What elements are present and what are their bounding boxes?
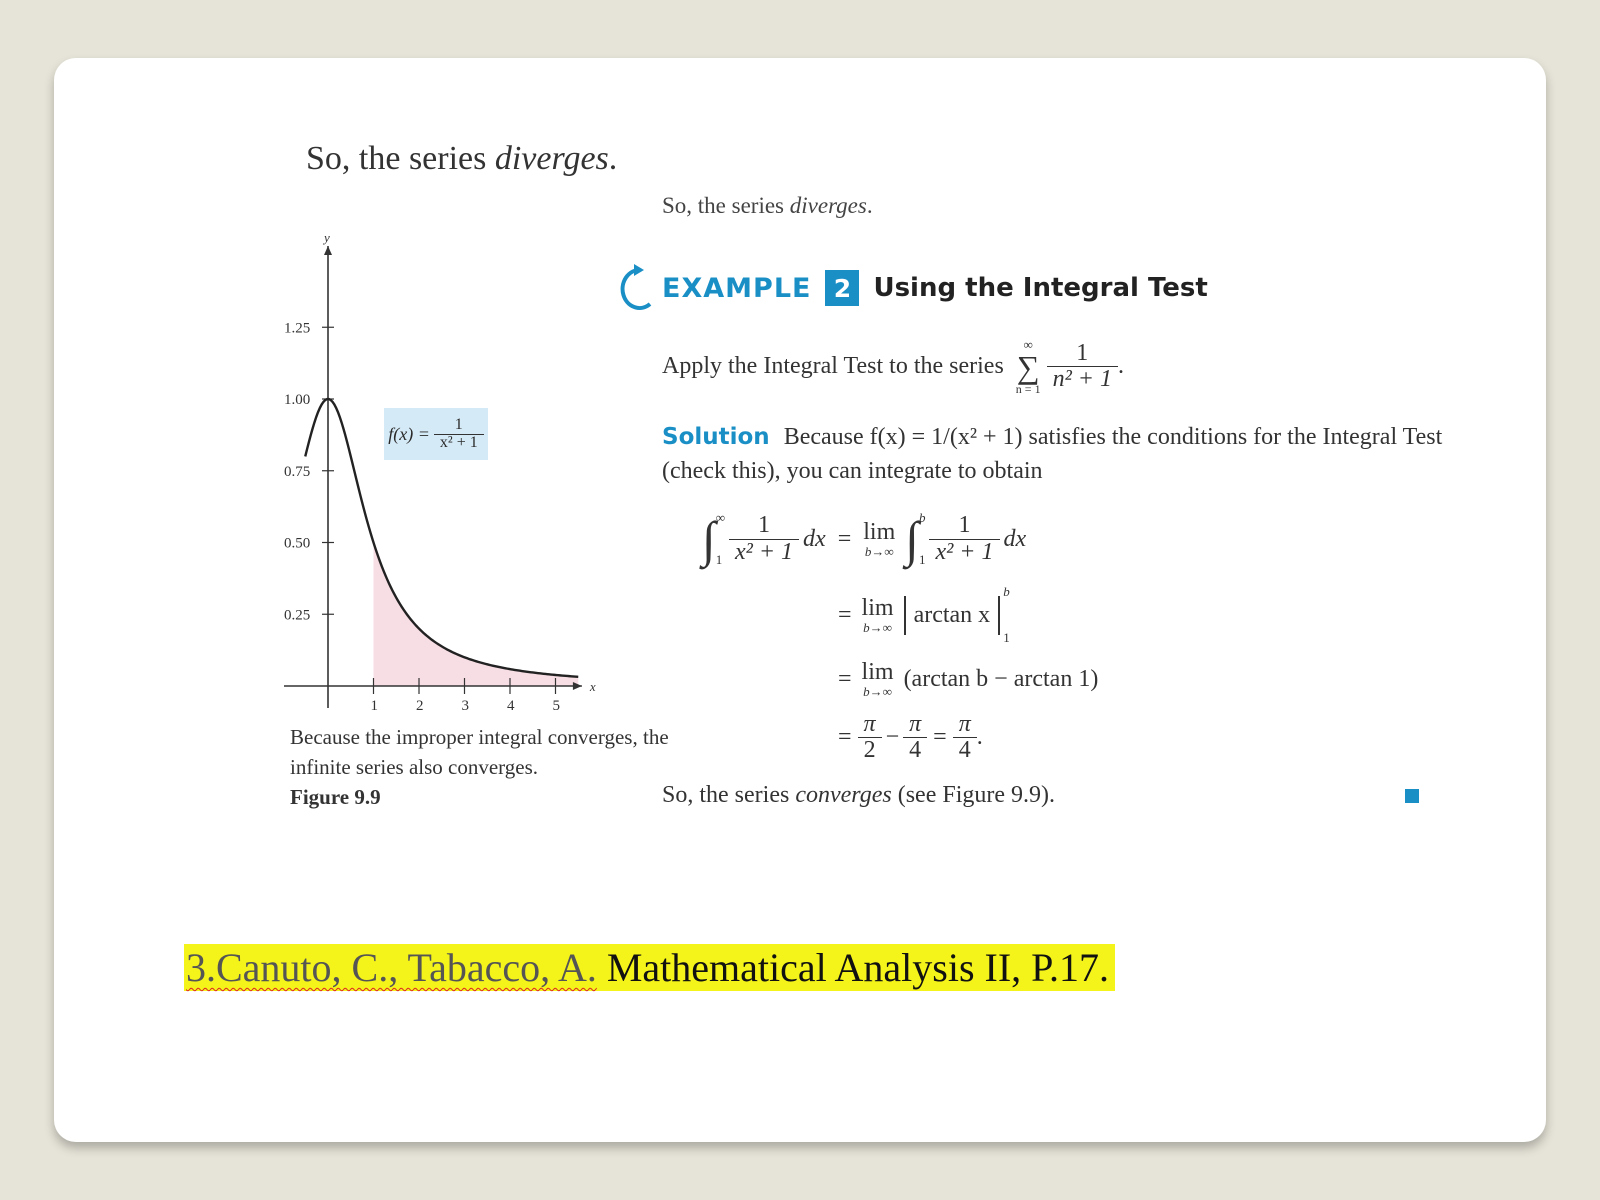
integral-icon: ∫: [702, 511, 716, 567]
figure-caption: [290, 722, 669, 812]
derivation-line-2: [838, 584, 1010, 646]
integral-graph: [280, 230, 620, 710]
eq-1: =: [837, 525, 852, 552]
example-header: [616, 258, 1208, 318]
dx-1: dx: [803, 525, 826, 552]
apply-text: Apply the Integral Test to the series: [662, 353, 1004, 379]
x-axis-label: x: [589, 679, 596, 694]
result-pi-over-4: $\frac{\pi}{4}$: [953, 712, 977, 763]
example-title: Using the Integral Test: [873, 273, 1208, 303]
series-upper: ∞: [1023, 337, 1033, 352]
x-tick-label: 1: [370, 698, 378, 710]
dx-2: dx: [1003, 525, 1027, 552]
pi-over-2: $\frac{\pi}{2}$: [858, 712, 882, 763]
lim-3: lim b→∞: [861, 659, 894, 700]
y-tick-label: 1.00: [284, 392, 311, 408]
caption-line-2: infinite series also converges.: [290, 755, 539, 779]
series-fraction: [1047, 341, 1118, 392]
int-upper-1: ∞: [715, 510, 725, 525]
example-word: EXAMPLE: [662, 272, 812, 304]
function-label: [384, 408, 488, 460]
conclusion-line: So, the series converges (see Figure 9.9).: [662, 782, 1056, 808]
series-numerator: 1: [1076, 339, 1089, 366]
sub-heading: So, the series diverges.: [662, 193, 873, 218]
lim-1: lim b→∞: [863, 518, 896, 559]
solution-line-1: [662, 420, 1443, 454]
bracket-lower: 1: [1003, 630, 1010, 645]
integral-icon-2: ∫: [905, 511, 919, 567]
bracket-expr: arctan x: [904, 596, 1001, 635]
int-lower-1: 1: [715, 552, 723, 567]
series-denominator: n² + 1: [1047, 366, 1118, 392]
lim-2: lim b→∞: [861, 594, 894, 635]
solution-line-2: (check this), you can integrate to obtain: [662, 458, 1043, 484]
y-tick-label: 0.75: [284, 463, 311, 480]
bracket-upper: b: [1003, 584, 1010, 599]
reference-authors: 3.Canuto, C., Tabacco, A.: [186, 945, 597, 990]
minus-sign: −: [885, 724, 900, 751]
y-tick-label: 0.50: [284, 535, 311, 552]
y-axis-label: y: [324, 230, 330, 245]
x-tick-label: 3: [461, 698, 469, 710]
int-upper-2: b: [918, 510, 926, 525]
y-axis-arrow-icon: [324, 246, 332, 255]
eq-2: =: [838, 601, 852, 628]
derivation-line-4: = $\frac{\pi}{2}$ − $\frac{\pi}{4}$ = $\frac{\pi}{4}$ .: [838, 711, 983, 764]
y-tick-label: 1.25: [284, 320, 311, 337]
int-lower-2: 1: [918, 552, 926, 567]
x-tick-label: 5: [552, 698, 560, 710]
function-label-den: x² + 1: [434, 434, 484, 452]
function-label-lhs: f(x) =: [388, 423, 430, 444]
reference-citation: [184, 944, 1115, 991]
eq-4: =: [838, 724, 852, 751]
eq-3: =: [838, 665, 852, 692]
y-tick-label: 0.25: [284, 607, 311, 624]
series-expression: ∞ ∑ n = 1 $\frac{1}{\text{n² + 1}}$ .: [1015, 337, 1124, 396]
function-label-num: 1: [454, 415, 463, 433]
solution-text-1: Because f(x) = 1/(x² + 1) satisfies the conditions for the Integral Test: [783, 424, 1443, 450]
example-number: 2: [825, 270, 859, 306]
eq-5: =: [933, 724, 947, 751]
sigma-icon: ∑: [1016, 349, 1040, 385]
derivation-line-3: [838, 660, 1098, 699]
shaded-area: [374, 543, 579, 687]
arctan-difference: (arctan b − arctan 1): [903, 665, 1099, 692]
solution-label: Solution: [662, 424, 770, 450]
top-heading: So, the series diverges.: [306, 140, 618, 177]
x-tick-label: 2: [416, 698, 424, 710]
integrand-2: $\frac{1}{\text{x² + 1}}$: [929, 513, 999, 564]
function-label-fraction: [434, 417, 484, 452]
apply-line: [662, 338, 1124, 395]
caption-line-1: Because the improper integral converges, the: [290, 725, 669, 749]
pi-over-4: $\frac{\pi}{4}$: [903, 712, 927, 763]
x-tick-label: 4: [507, 698, 515, 710]
end-of-example-square-icon: [1405, 789, 1419, 803]
refresh-arrow-icon: [616, 260, 656, 316]
derivation-line-1: [702, 506, 1026, 572]
reference-title: Mathematical Analysis II, P.17.: [596, 945, 1109, 990]
figure-number: Figure 9.9: [290, 785, 381, 809]
integrand-1: $\frac{1}{\text{x² + 1}}$: [729, 513, 799, 564]
series-lower: n = 1: [1015, 382, 1041, 396]
solution-block: [662, 420, 1443, 488]
